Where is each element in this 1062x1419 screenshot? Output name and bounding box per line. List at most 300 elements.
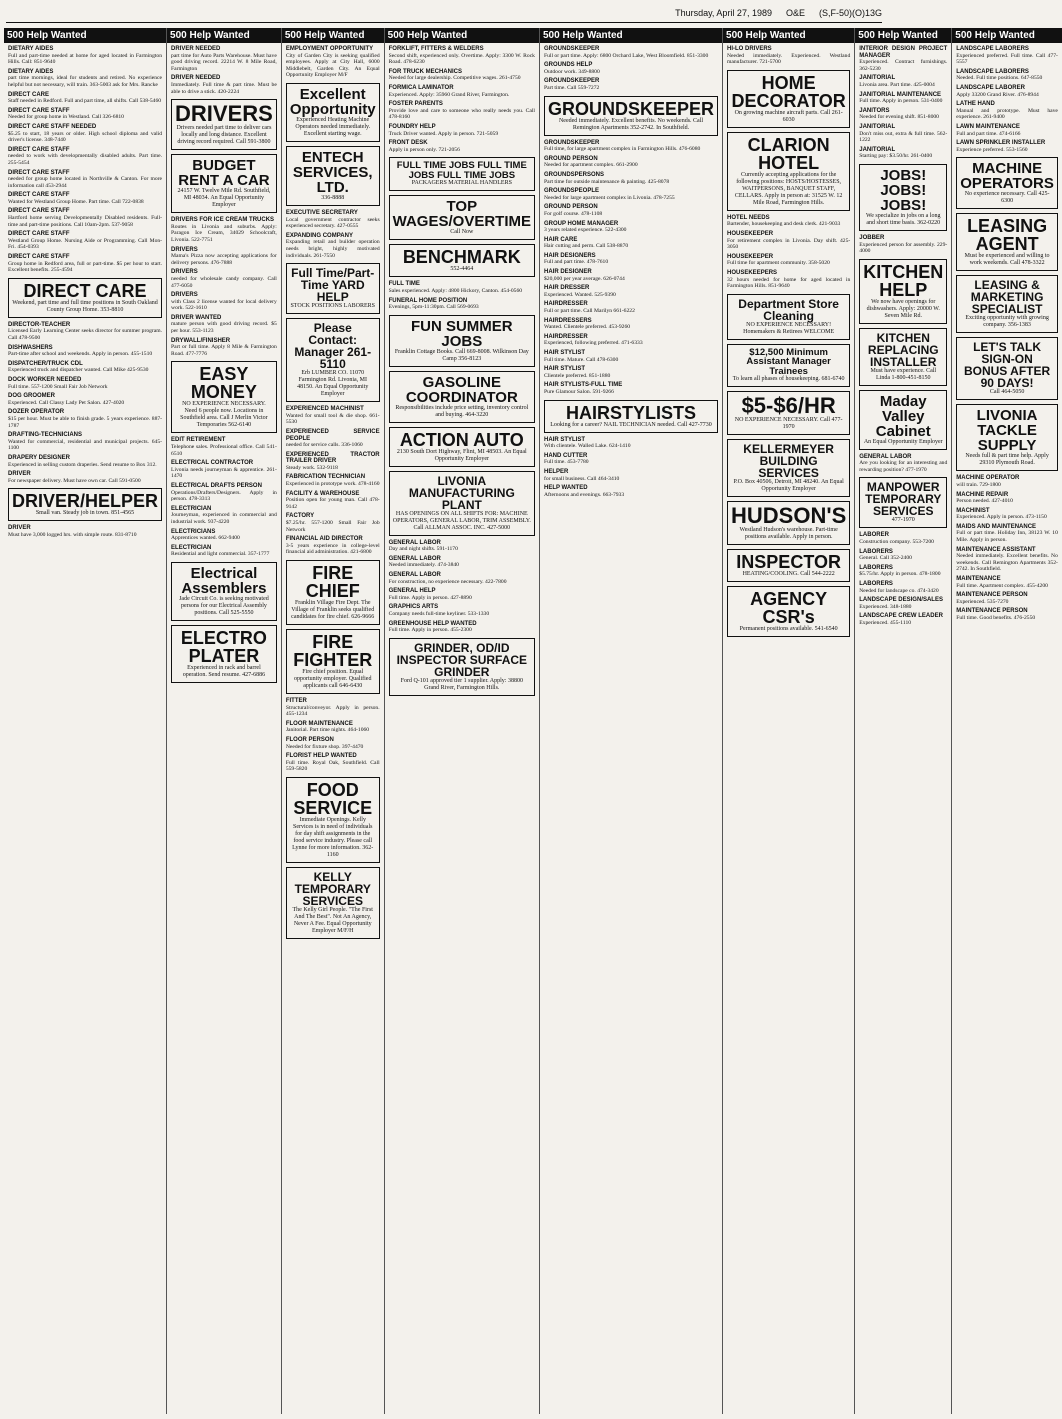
ad-body: Full and part time. 474-6166 [956,130,1021,137]
ad-body: Second shift, experienced only. Overtime. Apply: 3300 W. Rock Road. 478-6230 [388,52,535,66]
display-ad-text: Small van. Steady job in town. 851-4565 [35,510,135,517]
classified-ad [956,69,1058,82]
display-ad-headline: LIVONIA MANUFACTURING PLANT [408,473,515,512]
ad-body: Experienced. Call Classy Lady Pet Salon. 427-4020 [8,399,125,406]
ad-heading: LABORERS [859,564,893,571]
display-ad-text: HEATING/COOLING. Call 544-2222 [742,571,835,578]
display-ad [727,344,850,388]
display-ad-text: 336-8888 [321,194,345,201]
ad-heading: GENERAL LABOR [859,453,912,460]
ad-heading: EXPERIENCED MACHINIST [285,406,364,413]
display-ad-headline: $5-$6/HR [741,393,836,419]
classified-ad [8,46,162,66]
ad-heading: DRIVER WANTED [171,314,222,321]
classified-ad [286,210,380,230]
display-ad-text: Franklin Village Fire Dept. The Village of Franklin seeks qualified candidates for fire chief. 626-9666 [291,600,375,620]
ad-heading: LANDSCAPE LABORERS [956,46,1029,52]
classified-ad [859,46,947,72]
display-ad-text: Needs full & part time help. Apply 29310 Plymouth Road. [965,453,1049,467]
classified-ad [859,454,947,474]
ad-body: Experienced. Wanted. 525-9390 [543,291,616,298]
display-ad-headline: DIRECT CARE [23,280,147,301]
ad-body: Full time. Good benefits. 476-2550 [956,615,1036,621]
ad-heading: ELECTRICIAN [171,544,212,551]
display-ad [389,244,535,277]
ad-heading: DISHWASHERS [8,344,53,351]
classified-ad [286,474,380,487]
ad-heading: GENERAL LABOR [388,572,441,579]
display-ad-headline: Excellent Opportunity [289,85,376,118]
classified-ad [389,101,535,121]
ad-heading: DIRECT CARE STAFF [8,208,70,215]
ad-heading: DIETARY AIDES [8,68,54,75]
ad-body: Experienced in prototype work. 478-4160 [285,481,380,488]
classified-ad [286,491,380,511]
ad-body: Experienced. 535-7270 [956,598,1009,605]
ad-body: Needed for apartment complex. 661-2900 [543,162,638,169]
display-ad-headline: HOME DECORATOR [731,72,846,111]
display-ad [859,259,947,324]
classified-ad [544,366,718,379]
ad-heading: EXPANDING COMPANY [285,232,353,239]
ad-heading: GENERAL LABOR [388,539,441,546]
column-8 [951,28,1062,1414]
ad-body: Operations/Drafters/Designers. Apply in person. 478-3313 [171,489,277,503]
column-4 [384,28,539,1414]
ad-heading: GRAPHICS ARTS [388,604,439,611]
ad-heading: DOCK WORKER NEEDED [8,376,82,383]
display-ad [286,263,380,314]
ad-heading: HELP WANTED [543,485,588,492]
ad-body: Needed immediately. Experienced. Westland manufacturer. 721-5700 [727,52,851,66]
display-ad-headline: DRIVER/HELPER [12,491,159,512]
ad-heading: EMPLOYMENT OPPORTUNITY [285,46,374,52]
classified-ad [544,301,718,314]
ad-heading: FLOOR PERSON [285,736,334,743]
ad-heading: FRONT DESK [388,140,428,147]
ad-heading: HI-LO DRIVERS [727,46,772,52]
display-ad-headline: ELECTRO PLATER [180,627,267,666]
ad-heading: HAIR STYLIST [543,366,585,373]
ad-body: Wanted for commercial, residential and municipal projects. 645-1100 [8,438,163,452]
display-ad-headline: ENTECH SERVICES, LTD. [292,148,373,196]
classified-ad [956,46,1058,66]
ad-heading: GROUNDSKEEPER [543,139,600,146]
issue-date: Thursday, April 27, 1989 [675,8,772,18]
classified-ad [544,382,718,395]
ad-heading: DRIVERS FOR ICE CREAM TRUCKS [171,217,275,224]
classified-ad [389,540,535,553]
ad-body: Experienced truck and dispatcher wanted. Call Mike 425-9530 [8,367,149,374]
classified-ad [286,737,380,750]
display-ad-headline: GROUNDSKEEPER [547,98,715,119]
display-ad-headline: Full Time/Part-Time YARD HELP [291,266,375,305]
ad-heading: GROUP HOME MANAGER [543,220,619,227]
ad-heading: HAIR STYLIST [543,350,585,356]
ad-heading: GROUNDSKEEPER [543,46,600,52]
ad-body: With clientele. Walled Lake. 624-1410 [543,443,631,450]
display-ad-headline: HAIRSTYLISTS [565,402,696,423]
display-ad-headline: FIRE CHIEF [305,563,360,601]
ad-body: Wanted for Westland Group Home. Part time. Call 722-0838 [8,198,144,205]
display-ad-text: Permanent positions available. 541-6540 [739,626,838,633]
ad-body: Structural/conveyor. Apply in person. 455-1234 [285,704,380,718]
classified-ad [8,393,162,406]
display-ad [956,157,1058,209]
ad-body: Livonia needs journeyman & apprentice. 261-1470 [171,466,277,480]
ad-heading: HAIRDRESSER [543,333,588,340]
ad-heading: DRYWALL/FINISHER [171,337,231,344]
display-ad-headline: JOBS! JOBS! JOBS! [880,166,927,214]
ad-heading: FULL TIME [388,281,420,288]
classified-ad [544,62,718,75]
display-ad-text: Looking for a career? NAIL TECHNICIAN needed. Call 427-7730 [550,421,712,428]
classified-ad [8,409,162,429]
ad-heading: DRAFTING-TECHNICIANS [8,432,82,439]
classified-ad [544,334,718,347]
ad-heading: DIETARY AIDES [8,46,54,52]
display-ad [727,294,850,340]
ad-body: Clientele preferred. 851-1880 [543,372,611,379]
classified-ad [8,69,162,89]
classified-ad [956,524,1058,544]
display-ad-text: Weekend, part time and full time positions in South Oakland County Group Home. 353-8810 [12,299,158,313]
classified-ad [956,140,1058,153]
classified-ad [8,254,162,274]
display-ad-headline: Electrical Assemblers [181,564,267,597]
ad-body: Experienced. Apply in person. 473-1150 [956,514,1047,521]
classified-ad [956,608,1058,621]
classified-ad [544,221,718,234]
ad-body: Part time for outside maintenance & painting. 425-8078 [543,178,670,185]
display-ad [286,867,380,939]
category-header: 500 Help Wanted [540,28,722,43]
classified-ad [171,483,277,503]
classified-ad [727,231,850,251]
classified-ad [859,147,947,160]
ad-heading: LABORERS [859,548,893,555]
classified-ad [544,269,718,282]
ad-heading: HAIRDRESSER [543,301,588,308]
ad-heading: LANDSCAPE CREW LEADER [859,613,943,620]
classified-ad [286,429,380,449]
display-ad [8,488,162,521]
classified-ad [544,237,718,250]
display-ad [286,318,380,402]
display-ad-text: Franklin Cottage Books. Call 669-8008. Wilkinson Day Camp 356-8123 [394,348,529,362]
ad-body: Sales experienced. Apply: 4800 Hickory, Canton. 454-0560 [388,287,523,294]
ad-body: Local government contractor seeks experienced secretary. 427-0555 [285,216,380,230]
classified-ad [8,231,162,251]
display-ad-text: NO EXPERIENCE NECESSARY. Need 6 people now. Locations in Southfield area. Call J Merlin Victor Temporaries 562-6140 [180,401,268,429]
ad-body: Needed for large dealership. Competitive wages. 261-4750 [388,75,521,82]
ad-body: $7.25/hr. 557-1200 Small Fair Job Network [285,520,380,533]
classified-ad [389,124,535,137]
classified-ad [8,455,162,468]
display-ad-headline: MANPOWER TEMPORARY SERVICES [865,480,942,519]
edition-label: O&E [785,8,805,18]
column-1 [4,28,166,1414]
ad-body: Experienced preferred. Full time. Call 477-5557 [956,52,1058,66]
category-header: 500 Help Wanted [282,28,384,43]
classified-ad [544,188,718,201]
ad-body: Experienced, following preferred. 471-6333 [543,340,643,347]
ad-body: Full and part time. 478-7610 [543,259,609,266]
display-ad [956,337,1058,400]
ad-heading: MAINTENANCE PERSON [956,592,1028,599]
classified-ad [389,298,535,311]
display-ad [727,501,850,545]
ad-body: needed for group home located in Northville & Canton. For more information call 453-2944 [8,176,163,189]
ad-heading: DIRECT CARE STAFF [8,231,70,238]
ad-heading: GROUNDSKEEPER [543,78,600,85]
classified-ad [171,46,277,72]
ad-body: 3 years related experience. 522-4300 [543,227,627,234]
display-ad [956,275,1058,333]
display-ad-headline: CLARION HOTEL [747,134,830,173]
ad-body: For golf course. 478-1108 [543,210,603,217]
ad-heading: DIRECT CARE STAFF [8,169,70,176]
ad-body: $5.75/hr. Apply in person. 478-1800 [859,571,941,578]
display-ad-headline: EASY MONEY [190,364,257,403]
display-ad [956,404,1058,471]
ad-heading: HOUSEKEEPER [727,253,774,260]
classified-ad [286,233,380,259]
ad-heading: DISPATCHER/TRUCK CDL [8,360,83,367]
display-ad [286,83,380,142]
ad-body: Apprentices wanted. 662-9400 [171,535,240,542]
display-ad-text: P.O. Box 40506, Detroit, MI 48240. An Equal Opportunity Employer [733,479,844,493]
ad-heading: DRIVER NEEDED [171,75,221,82]
ad-body: For construction, no experience necessary. 422-7800 [388,578,507,585]
display-ad-text: No experience necessary. Call 425-6300 [964,191,1050,205]
classified-ad [8,208,162,228]
column-2 [166,28,281,1414]
ad-heading: DRIVER [8,525,31,532]
classified-ad [171,269,277,289]
display-ad [727,70,850,128]
ad-body: Wanted for small tool & die shop. 661-5530 [285,412,380,426]
ad-body: Manual and prototype. Must have experience. 261-9400 [956,107,1058,121]
display-ad-headline: LIVONIA TACKLE SUPPLY [976,407,1038,455]
display-ad [389,638,535,696]
ad-heading: DOG GROOMER [8,393,56,400]
display-ad-headline: KITCHEN REPLACING INSTALLER [867,330,939,369]
ad-body: For retirement complex in Livonia. Day shift. 425-3050 [727,237,851,251]
ad-body: Position open for young man. Call 478-9142 [285,497,380,510]
display-ad-headline: INSPECTOR [736,552,841,573]
display-ad [389,371,535,423]
ad-body: $5.25 to start, 18 years or older. High school diploma and valid driver's license. 348-7440 [8,130,163,144]
display-ad [727,439,850,497]
page-header [6,4,882,23]
classified-ad [859,235,947,255]
ad-body: Needed immediately. Excellent benefits. No weekends. Call Remington Apartments 352-2742. In Southfield. [956,553,1058,573]
ad-heading: JANITORIAL [859,75,896,82]
ad-heading: DRIVER NEEDED [171,46,221,52]
classified-ad [544,46,718,59]
display-ad-headline: KELLERMEYER BUILDING SERVICES [743,442,834,481]
ad-heading: DIRECT CARE STAFF [8,107,70,114]
classified-ad [286,513,380,533]
ad-body: Provide love and care to someone who really needs you. Call 478-8160 [388,107,535,121]
classified-ad [389,46,535,66]
classified-ad [859,597,947,610]
ad-body: Routes in Livonia and suburbs. Apply: Paragon Ice Cream, 34029 Schoolcraft, Livonia. 522-7751 [171,223,277,243]
ad-heading: MAIDS AND MAINTENANCE [956,523,1037,530]
display-ad-headline: ACTION AUTO [399,429,524,450]
display-ad [727,132,850,211]
ad-heading: GROUND PERSON [543,204,598,211]
ad-body: with Class 2 license wanted for local delivery work. 522-1610 [171,298,277,312]
classified-ad [544,78,718,91]
ad-body: Evenings, 5pm-11:30pm. Call 569-0693 [388,304,479,311]
ad-heading: FLOOR MAINTENANCE [285,720,353,727]
classified-ad [286,721,380,734]
ad-body: Westland Group Home. Nursing Aide or Programming. Call Mon-Fri. 454-0393 [8,237,163,251]
classified-ad [8,377,162,390]
display-ad-headline: GRINDER, OD/ID INSPECTOR SURFACE GRINDER [396,640,528,679]
display-ad-text: Drivers needed part time to deliver cars locally and long distance. Excellent driving record required. Call 591-3800 [176,125,272,146]
classified-ad [956,508,1058,521]
classified-ad [544,318,718,331]
display-ad [727,549,850,582]
display-ad [956,213,1058,271]
display-ad-text: Needed immediately. Excellent benefits. No weekends. Call Remington Apartments 352-2742. In Southfield. [558,117,704,131]
ad-body: Are you looking for an interesting and rewarding position? 477-1970 [859,460,948,473]
classified-ad [859,108,947,121]
ad-body: Residential and light commercial. 357-1777 [171,551,270,558]
ad-body: Part or full time. Apply 8 Mile & Farmington Road. 477-7776 [171,344,277,357]
ad-body: Needed for large apartment complex in Livonia. 478-7255 [543,194,675,201]
display-ad-text: Fire chief position. Equal opportunity employer. Qualified applicants call 646-6430 [293,669,372,689]
display-ad-headline: MACHINE OPERATORS [960,160,1054,193]
ad-heading: FACTORY [285,513,315,520]
display-ad-text: On growing machine aircraft parts. Call 261-6030 [734,109,843,123]
classified-ad [171,338,277,358]
classified-ad [171,75,277,95]
classified-ad [859,565,947,578]
display-ad [286,146,380,206]
ad-body: Full time. Royal Oak, Southfield. Call 559-5820 [285,759,380,773]
ad-heading: FITTER [285,698,307,704]
classified-ad [956,124,1058,137]
classified-columns [4,28,1058,1414]
classified-ad [859,581,947,594]
classified-ad [8,471,162,484]
ad-heading: FLORIST HELP WANTED [285,753,357,760]
ad-heading: EXECUTIVE SECRETARY [285,209,358,216]
display-ad-headline: GASOLINE COORDINATOR [405,373,518,406]
display-ad-headline: FUN SUMMER JOBS [410,317,513,350]
display-ad [171,625,277,683]
ad-heading: DRAPERY DESIGNER [8,454,71,461]
ad-heading: INTERIOR DESIGN PROJECT MANAGER [859,46,948,59]
ad-heading: LANDSCAPE LABORER [956,84,1025,91]
ad-body: Full time. Apply in person. 455-2300 [388,627,472,634]
ad-body: Experienced. Apply: 35960 Grand River, Farmington. [388,91,510,98]
ad-body: Full time. 453-7780 [543,459,589,466]
classified-ad [956,492,1058,505]
display-ad [286,560,380,625]
display-ad-text: 2130 South Dort Highway, Flint, MI 48503. An Equal Opportunity Employer [396,448,527,462]
ad-heading: FACILITY & WAREHOUSE [285,490,360,497]
ad-heading: LANDSCAPE LABORERS [956,68,1029,75]
classified-ad [859,124,947,144]
classified-ad [859,549,947,562]
display-ad-headline: LET'S TALK SIGN-ON BONUS AFTER 90 DAYS! [963,340,1051,391]
classified-ad [544,469,718,482]
ad-heading: EDIT RETIREMENT [171,437,226,444]
display-ad-text: Westland Hudson's warehouse. Part-time positions available. Apply in person. [739,527,838,541]
display-ad-text: The Kelly Girl People. "The First And The Best". Not An Agency, Never A Fee. Equal Opportunity Employer M/F/H [292,906,373,934]
ad-body: Don't miss out, extra & full time. 562-1222 [859,130,948,144]
display-ad [727,391,850,435]
classified-ad [544,453,718,466]
ad-heading: LAWN MAINTENANCE [956,123,1020,130]
display-ad [544,400,718,433]
ad-body: Hartford home serving Developmentally Disabled residents. Full-time and part-time positions. Call 10am-2pm. 537-9058 [8,215,163,228]
ad-body: $20,000 per year average. 626-0744 [543,275,625,282]
ad-body: Immediately. Full time & part time. Must be able to drive a stick. 420-2224 [171,81,277,95]
ad-heading: HAIR DRESSER [543,285,590,292]
ad-body: Experienced. Contract furnishings. 362-5230 [859,59,948,72]
display-ad [171,99,277,150]
classified-ad [544,253,718,266]
column-3 [281,28,384,1414]
ad-body: Wanted. Clientele preferred. 453-9260 [543,324,631,331]
ad-body: Expanding retail and builder operation needs bright, highly motivated individuals. 261-7550 [285,239,380,259]
display-ad-headline: Please Contact: Manager 261-5110 [294,321,372,372]
classified-ad [171,315,277,335]
ad-heading: ELECTRICAL DRAFTS PERSON [171,483,262,489]
classified-ad [286,536,380,556]
classified-ad [544,172,718,185]
ad-heading: DRIVERS [171,292,198,299]
ad-body: Needed for evening shift. 851-8000 [859,114,939,121]
ad-heading: MAINTENANCE [956,576,1001,583]
classified-ad [859,92,947,105]
ad-heading: FORKLIFT, FITTERS & WELDERS [388,46,484,52]
display-ad [8,278,162,318]
ad-body: For newspaper delivery. Must have own car. Call 591-0500 [8,477,141,484]
ad-heading: HOUSEKEEPERS [727,269,778,276]
classified-ad [389,621,535,634]
ad-heading: FABRICATION TECHNICIAN [285,474,366,481]
ad-heading: MAINTENANCE PERSON [956,608,1028,615]
category-header: 500 Help Wanted [855,28,951,43]
classified-ad [8,92,162,105]
ad-body: Needed. Full time positions. 647-8550 [956,75,1043,82]
classified-ad [544,204,718,217]
ad-heading: MAINTENANCE ASSISTANT [956,546,1036,553]
ad-heading: LABORERS [859,581,893,588]
display-ad-text: Must have experience. Call Linda 1-800-451-8150 [870,367,937,381]
ad-heading: LANDSCAPE DESIGN/SALES [859,597,943,604]
classified-ad [8,345,162,358]
ad-body: Full time. Mature. Call 478-6300 [543,356,619,363]
ad-heading: FORMICA LAMINATOR [388,84,454,91]
classified-ad [8,525,162,538]
display-ad-headline: Department Store Cleaning [738,296,839,323]
classified-ad [956,576,1058,589]
display-ad [389,157,535,191]
ad-heading: GROUNDSPERSONS [543,171,604,178]
ad-body: Apply 33200 Grand River. 476-8944 [956,91,1039,98]
classified-ad [171,217,277,243]
ad-heading: LATHE HAND [956,101,995,108]
classified-ad [956,475,1058,488]
